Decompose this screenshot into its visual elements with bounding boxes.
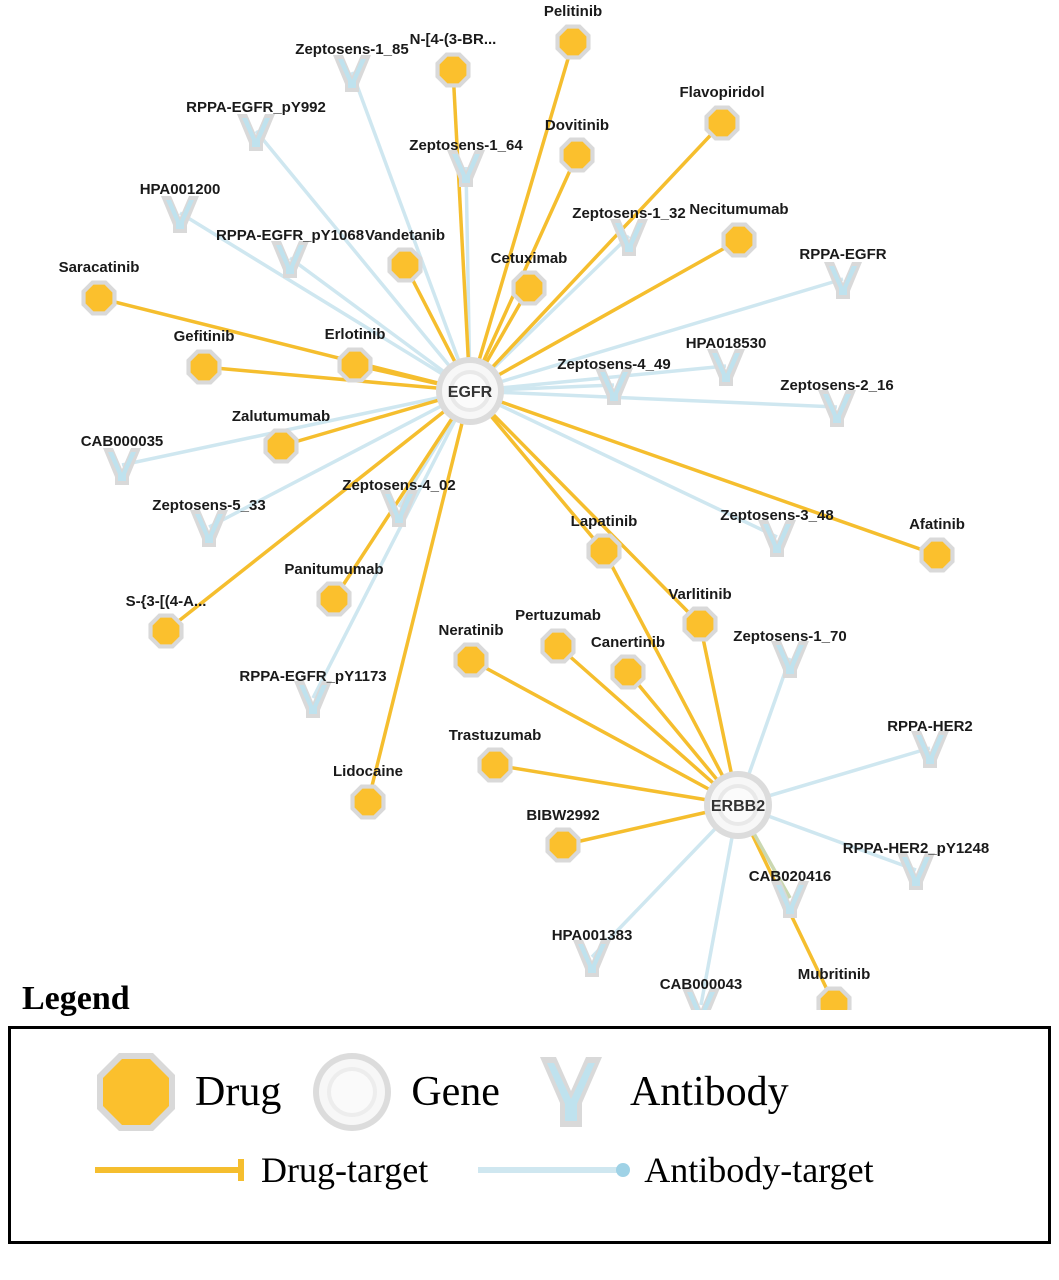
drug-node[interactable]: [316, 581, 351, 616]
antibody-node-label: Zeptosens-1_32: [572, 205, 686, 222]
drug-node[interactable]: [586, 533, 621, 568]
drug-node[interactable]: [540, 628, 575, 663]
drug-node-core: [191, 354, 218, 381]
legend-title: Legend: [22, 980, 130, 1017]
drug-node[interactable]: [511, 270, 546, 305]
legend-label-drug: Drug: [195, 1069, 282, 1115]
drug-node[interactable]: [559, 137, 594, 172]
drug-node-core: [687, 611, 714, 638]
antibody-node-label: CAB020416: [748, 868, 832, 885]
drug-node[interactable]: [555, 24, 590, 59]
drug-node-core: [564, 142, 591, 169]
drug-node-core: [321, 586, 348, 613]
drug-node-label: Pertuzumab: [515, 607, 601, 624]
legend-label-antibody-target: Antibody-target: [644, 1150, 874, 1190]
legend-item-antibody: [526, 1047, 789, 1137]
antibody-node-label: CAB000043: [659, 976, 743, 993]
antibody-node-label: RPPA-EGFR_pY992: [186, 99, 326, 116]
antibody-node-label: Zeptosens-4_49: [557, 356, 671, 373]
antibody-node[interactable]: [573, 940, 611, 977]
antibody-node-label: Zeptosens-3_48: [720, 507, 834, 524]
drug-node-label: Erlotinib: [324, 326, 386, 343]
legend-label-gene: Gene: [411, 1069, 500, 1115]
drug-target-edge-icon: [91, 1155, 251, 1185]
drug-node-core: [550, 832, 577, 859]
drug-node-label: Gefitinib: [173, 328, 235, 345]
drug-icon: [91, 1047, 181, 1137]
legend-item-drug-target: [91, 1149, 428, 1191]
drug-node[interactable]: [435, 52, 470, 87]
drug-node[interactable]: [263, 428, 298, 463]
legend-item-gene: [307, 1047, 500, 1137]
antibody-node-label: Zeptosens-1_64: [409, 137, 523, 154]
drug-node-core: [482, 752, 509, 779]
drug-node[interactable]: [610, 654, 645, 689]
antibody-target-edge-icon: [474, 1155, 634, 1185]
gene-node-label: ERBB2: [710, 798, 766, 815]
drug-node-core: [591, 538, 618, 565]
drug-node-label: Cetuximab: [490, 250, 568, 267]
drug-node-label: Zalutumumab: [231, 408, 331, 425]
edge-drug-target: [470, 391, 700, 624]
drug-node[interactable]: [477, 747, 512, 782]
drug-node[interactable]: [919, 537, 954, 572]
legend-item-antibody-target: [474, 1149, 873, 1191]
drug-node[interactable]: [81, 280, 116, 315]
antibody-node-label: RPPA-EGFR_pY1068: [215, 227, 365, 244]
drug-node[interactable]: [682, 606, 717, 641]
antibody-node[interactable]: [771, 881, 809, 918]
legend-label-drug-target: Drug-target: [261, 1150, 429, 1190]
antibody-node-label: CAB000035: [80, 433, 164, 450]
antibody-icon: [526, 1047, 616, 1137]
antibody-node-label: Zeptosens-1_70: [733, 628, 847, 645]
drug-node-label: Pelitinib: [543, 3, 603, 20]
drug-node-label: Canertinib: [590, 634, 666, 651]
drug-node-core: [268, 433, 295, 460]
drug-node[interactable]: [704, 105, 739, 140]
antibody-node-label: RPPA-HER2_pY1248: [842, 840, 990, 857]
drug-node-core: [560, 29, 587, 56]
drug-node[interactable]: [350, 784, 385, 819]
drug-node-label: Flavopiridol: [679, 84, 765, 101]
antibody-node-label: RPPA-EGFR: [799, 246, 887, 263]
drug-node-core: [342, 352, 369, 379]
antibody-node-label: Zeptosens-4_02: [342, 477, 456, 494]
drug-node[interactable]: [387, 247, 422, 282]
antibody-node[interactable]: [818, 390, 856, 427]
drug-node-label: Lapatinib: [570, 513, 638, 530]
drug-node-label: Dovitinib: [544, 117, 610, 134]
legend-item-drug: [91, 1047, 281, 1137]
drug-node-label: Varlitinib: [668, 586, 732, 603]
drug-node-core: [440, 57, 467, 84]
antibody-node-label: Zeptosens-1_85: [295, 41, 409, 58]
drug-node-label: Panitumumab: [284, 561, 384, 578]
legend-label-antibody: Antibody: [629, 1069, 789, 1115]
antibody-node[interactable]: [294, 681, 332, 718]
drug-node-core: [355, 789, 382, 816]
legend-box: [8, 1026, 1051, 1244]
edge-antibody-target: [313, 391, 470, 698]
drug-node-label: S-{3-[(4-A...: [125, 593, 207, 610]
drug-node-core: [545, 633, 572, 660]
antibody-node[interactable]: [758, 520, 796, 557]
antibody-node[interactable]: [897, 853, 935, 890]
antibody-node-label: HPA001383: [551, 927, 633, 944]
antibody-node[interactable]: [103, 448, 141, 485]
drug-node-label: Vandetanib: [364, 227, 446, 244]
drug-node-label: Necitumumab: [689, 201, 789, 218]
drug-node-label: Saracatinib: [58, 259, 140, 276]
gene-icon: [307, 1047, 397, 1137]
drug-node-label: Afatinib: [909, 516, 965, 533]
drug-node-core: [392, 252, 419, 279]
drug-node[interactable]: [186, 349, 221, 384]
drug-node-core: [86, 285, 113, 312]
drug-node-label: BIBW2992: [526, 807, 600, 824]
legend: [8, 980, 1051, 1244]
drug-node[interactable]: [545, 827, 580, 862]
antibody-node-label: HPA001200: [139, 181, 221, 198]
drug-node-core: [709, 110, 736, 137]
drug-node[interactable]: [148, 613, 183, 648]
antibody-node-label: Zeptosens-5_33: [152, 497, 266, 514]
drug-node[interactable]: [721, 222, 756, 257]
drug-node-core: [726, 227, 753, 254]
drug-node[interactable]: [453, 642, 488, 677]
drug-node-label: Neratinib: [438, 622, 504, 639]
antibody-node-label: Zeptosens-2_16: [780, 377, 894, 394]
antibody-node-label: RPPA-HER2: [887, 718, 973, 735]
drug-node-core: [615, 659, 642, 686]
edge-drug-target: [204, 367, 470, 391]
drug-node-core: [516, 275, 543, 302]
antibody-node-label: HPA018530: [685, 335, 767, 352]
drug-node-core: [153, 618, 180, 645]
drug-node-label: Trastuzumab: [448, 727, 542, 744]
drug-node-core: [458, 647, 485, 674]
drug-node-label: Lidocaine: [332, 763, 404, 780]
antibody-node-label: RPPA-EGFR_pY1173: [239, 668, 387, 685]
antibody-node[interactable]: [190, 510, 228, 547]
drug-node[interactable]: [337, 347, 372, 382]
drug-node-label: N-[4-(3-BR...: [409, 31, 497, 48]
gene-node-label: EGFR: [447, 384, 493, 401]
drug-node-label: Mubritinib: [797, 966, 871, 983]
drug-node-core: [924, 542, 951, 569]
